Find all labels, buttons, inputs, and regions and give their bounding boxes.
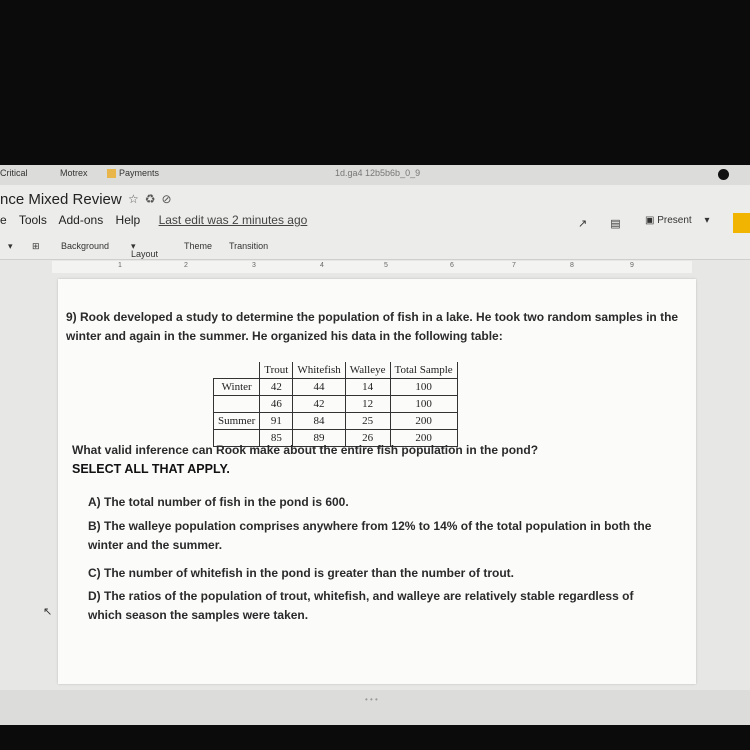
table-cell: 42 bbox=[260, 379, 293, 396]
present-label: Present bbox=[657, 215, 692, 226]
table-header: Whitefish bbox=[293, 362, 345, 379]
bookmark-motrex[interactable]: Motrex bbox=[60, 168, 88, 178]
ruler-mark: 4 bbox=[320, 262, 324, 269]
table-header: Trout bbox=[260, 362, 293, 379]
answer-option-a[interactable]: A) The total number of fish in the pond is 600. bbox=[88, 495, 349, 509]
table-row bbox=[214, 413, 458, 430]
browser-screen bbox=[0, 165, 750, 725]
table-cell: 12 bbox=[345, 396, 390, 413]
ruler bbox=[52, 261, 692, 273]
table-cell: 91 bbox=[260, 413, 293, 430]
table-cell: 85 bbox=[260, 430, 293, 447]
fish-data-table bbox=[213, 362, 458, 447]
menu-help[interactable]: Help bbox=[115, 213, 141, 227]
table-cell bbox=[214, 396, 260, 413]
ruler-mark: 2 bbox=[184, 262, 188, 269]
layout-label: Layout bbox=[131, 249, 159, 259]
title-icons bbox=[128, 192, 178, 206]
menu-tools[interactable]: Tools bbox=[18, 213, 47, 227]
cloud-saved-icon[interactable]: ⊘ bbox=[161, 192, 178, 206]
ruler-mark: 5 bbox=[384, 262, 388, 269]
table-cell: 89 bbox=[293, 430, 345, 447]
theme-button[interactable]: Theme bbox=[184, 241, 213, 251]
chevron-down-icon[interactable]: ▾ bbox=[704, 215, 710, 226]
profile-icon[interactable] bbox=[718, 169, 729, 180]
mouse-pointer-icon: ↖ bbox=[43, 606, 53, 618]
chevron-down-icon[interactable]: ▾ bbox=[8, 241, 13, 251]
activity-icon[interactable]: ↗ bbox=[578, 218, 588, 230]
table-header: Total Sample bbox=[390, 362, 457, 379]
table-cell: 25 bbox=[345, 413, 390, 430]
share-button[interactable] bbox=[733, 213, 750, 235]
table-cell: 44 bbox=[293, 379, 345, 396]
question-stem: 9) Rook developed a study to determine the population of fish in a lake. He took two random samples in the winter and again in the summer. He organized his data in the following table: bbox=[66, 310, 679, 343]
table-cell: 200 bbox=[390, 430, 457, 447]
table-header-row bbox=[214, 362, 458, 379]
table-cell: 100 bbox=[390, 396, 457, 413]
bookmark-payments[interactable] bbox=[107, 168, 159, 178]
comment-add-icon[interactable]: ⊞ bbox=[32, 241, 40, 251]
star-icon[interactable]: ☆ bbox=[128, 192, 145, 206]
slide-canvas[interactable] bbox=[58, 279, 696, 684]
ruler-mark: 9 bbox=[630, 262, 634, 269]
folder-icon bbox=[107, 169, 116, 178]
answer-option-b[interactable]: B) The walleye population comprises anywhere from 12% to 14% of the total population in both the winter and the summer. bbox=[88, 519, 652, 552]
bookmarks-bar bbox=[0, 165, 750, 185]
layout-button[interactable]: Layout ▾ bbox=[131, 241, 159, 259]
ruler-mark: 6 bbox=[450, 262, 454, 269]
table-cell: 100 bbox=[390, 379, 457, 396]
table-row bbox=[214, 396, 458, 413]
table-cell: 200 bbox=[390, 413, 457, 430]
ruler-mark: 1 bbox=[118, 262, 122, 269]
present-icon: ▣ bbox=[645, 215, 655, 226]
menu-bar bbox=[0, 213, 316, 227]
table-cell: 46 bbox=[260, 396, 293, 413]
tab-url-fragment: 1d.ga4 12b5b6b_0_9 bbox=[335, 168, 421, 178]
background-button[interactable]: Background bbox=[61, 241, 110, 251]
last-edit-link[interactable]: Last edit was 2 minutes ago bbox=[158, 213, 308, 227]
table-corner bbox=[214, 362, 260, 379]
document-title[interactable]: nce Mixed Review bbox=[0, 191, 122, 208]
answer-option-d[interactable]: D) The ratios of the population of trout, whitefish, and walleye are relatively stable regardless of which season the samples were taken. bbox=[88, 589, 634, 622]
table-header: Walleye bbox=[345, 362, 390, 379]
resize-handle-icon[interactable]: • • • bbox=[365, 695, 378, 704]
right-tools bbox=[578, 217, 621, 230]
table-cell: 14 bbox=[345, 379, 390, 396]
bookmark-critical[interactable]: Critical bbox=[0, 168, 28, 178]
move-to-drive-icon[interactable]: ♻ bbox=[144, 192, 162, 206]
table-cell: 26 bbox=[345, 430, 390, 447]
ruler-mark: 3 bbox=[252, 262, 256, 269]
menu-edit[interactable]: e bbox=[0, 213, 7, 227]
table-cell: 84 bbox=[293, 413, 345, 430]
document-header bbox=[0, 185, 750, 233]
slides-toolbar bbox=[0, 233, 750, 260]
question-prompt: What valid inference can Rook make about the entire fish population in the pond? bbox=[72, 443, 539, 457]
ruler-mark: 8 bbox=[570, 262, 574, 269]
question-instruction: SELECT ALL THAT APPLY. bbox=[72, 462, 230, 476]
table-row bbox=[214, 379, 458, 396]
ruler-mark: 7 bbox=[512, 262, 516, 269]
answer-option-c[interactable]: C) The number of whitefish in the pond is greater than the number of trout. bbox=[88, 566, 514, 580]
bookmark-payments-label: Payments bbox=[119, 168, 160, 178]
present-button[interactable] bbox=[645, 215, 710, 226]
table-cell: Winter bbox=[214, 379, 260, 396]
table-cell: 42 bbox=[293, 396, 345, 413]
menu-addons[interactable]: Add-ons bbox=[58, 213, 104, 227]
table-cell: Summer bbox=[214, 413, 260, 430]
comments-icon[interactable]: ▤ bbox=[610, 218, 621, 230]
transition-button[interactable]: Transition bbox=[229, 241, 269, 251]
